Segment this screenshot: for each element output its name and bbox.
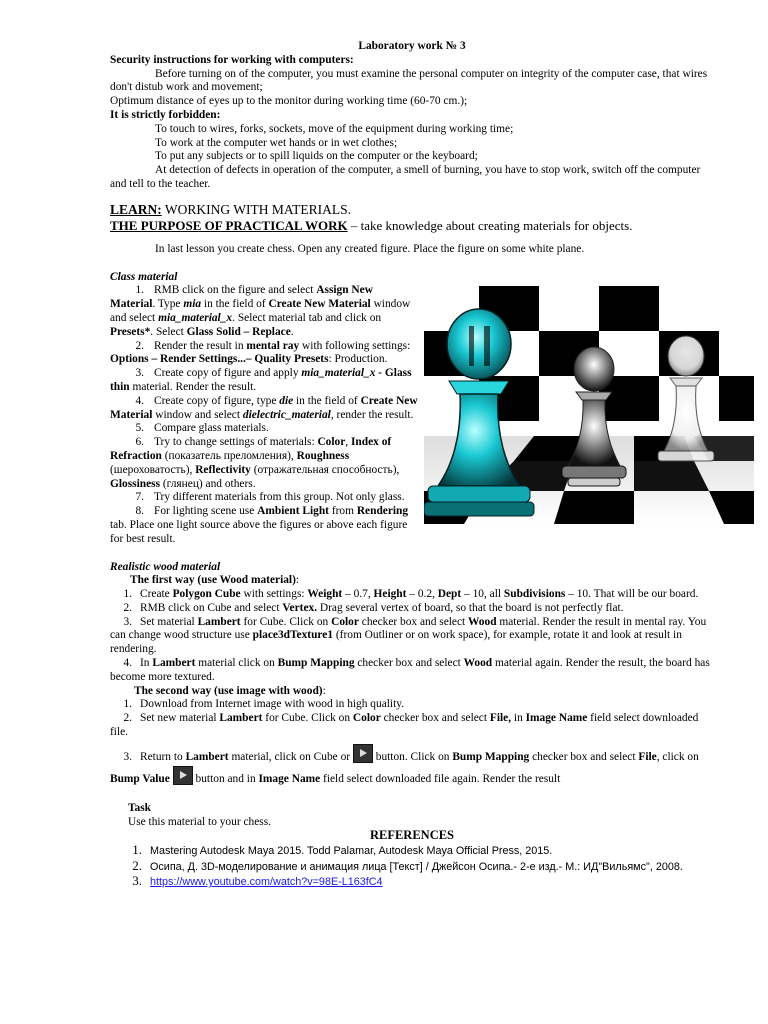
wood-step-1: 1. Create Polygon Cube with settings: Weight – 0.7, Height – 0.2, Dept – 10, all Subdivisions – 10. That will be our board. <box>123 588 699 601</box>
task-heading: Task <box>128 801 152 814</box>
glass-step-2: 2. Render the result in mental ray with following settings: Options – Render Settings...– Quality Presets: Production. <box>110 339 411 366</box>
intro-paragraph: In last lesson you create chess. Open any created figure. Place the figure on some white plane. <box>155 242 585 255</box>
forbidden-item: To touch to wires, forks, sockets, move of the equipment during working time; <box>155 122 514 135</box>
second-way-heading: The second way (use image with wood): <box>134 684 326 697</box>
glass-step-8: 8. For lighting scene use Ambient Light from Rendering tab. Place one light source above the figures or above each figure for best result. <box>110 505 409 545</box>
document-page <box>110 40 714 890</box>
chess-pieces-illustration <box>424 286 754 524</box>
page-title: Laboratory work № 3 <box>358 40 466 52</box>
glass-step-6: 6. Try to change settings of materials: Color, Index of Refraction (показатель преломления), Roughness (шероховатость), Reflectivity (отражательная способность), Glossiness (глянец) and others. <box>110 436 400 490</box>
security-paragraph: Before turning on of the computer, you must examine the personal computer on integrity of the computer case, that wires don't distub work and movement; <box>110 67 708 94</box>
bump-value-button-icon <box>173 766 193 785</box>
purpose-line <box>110 218 714 233</box>
wood2-step-2: 2. Set new material Lambert for Cube. Click on Color checker box and select File, in Image Name field select downloaded file. <box>110 712 699 739</box>
reference-item: 1. Mastering Autodesk Maya 2015. Todd Palamar, Autodesk Maya Official Press, 2015. <box>132 842 553 858</box>
first-way-heading: The first way (use Wood material): <box>130 574 300 587</box>
task-text: Use this material to your chess. <box>128 815 271 828</box>
security-heading: Security instructions for working with computers: <box>110 53 354 66</box>
glass-step-5: 5. Compare glass materials. <box>135 422 269 435</box>
wood2-step-1: 1. Download from Internet image with wood in high quality. <box>123 698 405 711</box>
wood-step-3: 3. Set material Lambert for Cube. Click on Color checker box and select Wood material. Render the result in mental ray. You can change wood structure use place3dTexture1 (from Outliner or on work space), for example, rotate it and look at result in rendering. <box>110 615 707 656</box>
learn-label: LEARN: <box>110 201 162 217</box>
chess-render-image <box>424 286 754 524</box>
glass-step-4: 4. Create copy of figure, type die in the field of Create New Material window and select dielectric_material, render the result. <box>110 394 418 421</box>
wood-heading: Realistic wood material <box>110 560 221 573</box>
learn-topic: WORKING WITH MATERIALS. <box>164 201 352 217</box>
forbidden-heading: It is strictly forbidden: <box>110 108 221 121</box>
glass-heading: Class material <box>110 270 178 283</box>
wood-step-4: 4. In Lambert material click on Bump Mapping checker box and select Wood material again. Render the result, the board has become more textured. <box>110 657 710 683</box>
reference-item: 2. Осипа, Д. 3D-моделирование и анимация лица [Текст] / Джейсон Осипа.- 2-е изд.- М.: ИД"Вильямс", 2008. <box>132 857 683 873</box>
references-heading: REFERENCES <box>369 828 455 843</box>
wood-step-2: 2. RMB click on Cube and select Vertex. Drag several vertex of board, so that the board is not perfectly flat. <box>123 601 624 614</box>
forbidden-item: To put any subjects or to spill liquids on the computer or the keyboard; <box>155 150 478 163</box>
purpose-text: – take knowledge about creating materials for objects. <box>347 217 633 233</box>
security-paragraph: Optimum distance of eyes up to the monitor during working time (60-70 cm.); <box>110 95 468 108</box>
forbidden-item: At detection of defects in operation of the computer, a smell of burning, you have to stop work, switch off the computer and tell to the teacher. <box>110 164 701 190</box>
render-button-icon <box>353 744 373 763</box>
glass-step-7: 7. Try different materials from this group. Not only glass. <box>135 491 405 504</box>
wood2-step-3: 3. Return to Lambert material, click on Cube or button. Click on Bump Mapping checker box and select File, click on Bump Value button and in Image Name field select downloaded file again. Render the result <box>110 744 714 788</box>
youtube-link[interactable]: https://www.youtube.com/watch?v=98E-L163fC4 <box>150 876 383 889</box>
glass-step-3: 3. Create copy of figure and apply mia_material_x - Glass thin material. Render the result. <box>110 367 412 393</box>
purpose-label: THE PURPOSE OF PRACTICAL WORK <box>110 217 348 233</box>
learn-heading <box>110 202 714 218</box>
reference-item: 3. https://www.youtube.com/watch?v=98E-L163fC4 <box>132 873 383 889</box>
glass-step-1: 1. RMB click on the figure and select Assign New Material. Type mia in the field of Create New Material window and select mia_material_x. Select material tab and click on Presets*. Select Glass Solid – Replace. <box>110 284 411 338</box>
forbidden-item: To work at the computer wet hands or in wet clothes; <box>155 136 398 149</box>
